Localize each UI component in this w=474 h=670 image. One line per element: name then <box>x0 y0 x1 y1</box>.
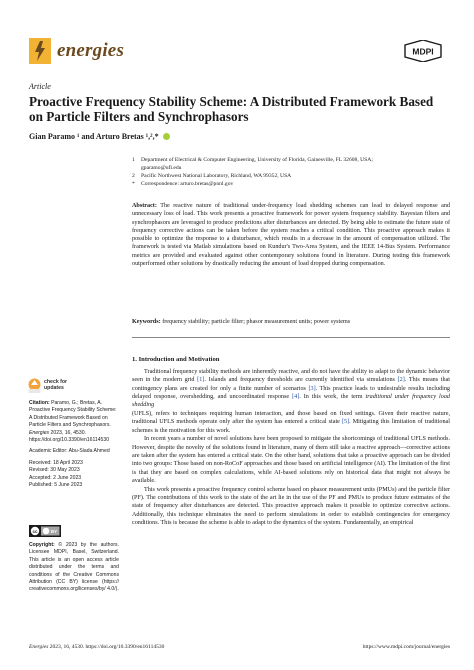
mdpi-logo-icon <box>404 40 442 62</box>
abstract-label: Abstract: <box>132 203 157 209</box>
footer-journal-link[interactable]: https://www.mdpi.com/journal/energies <box>362 644 450 650</box>
citation: Citation: Paramo, G.; Bretas, A. Proactive Frequency Stability Scheme: A Distributed Framework Based on Particle Filters and Synchrophasors. Energies 2023, 16, 4530. https://doi.org/10.3390/en16114530 <box>29 400 117 444</box>
svg-text:BY: BY <box>50 529 58 534</box>
abstract <box>132 202 450 268</box>
energies-logo-icon <box>29 38 51 64</box>
mdpi-logo-text: MDPI <box>412 46 434 57</box>
keywords-label: Keywords: <box>132 319 161 325</box>
section-heading: 1. Introduction and Motivation <box>132 356 220 363</box>
reference-link[interactable]: [4] <box>292 393 300 400</box>
published-date: Published: 5 June 2023 <box>29 482 83 489</box>
paragraph-2: (UFLS), refers to techniques requiring human interaction, and those based on fixed settings. Given their reactive nature, traditional UFLS methods operate only after the system has entered a critical state [5]. Mitigating this limitation of traditional schemes is the motivation for this work. <box>132 410 450 434</box>
svg-text:cc: cc <box>32 529 38 534</box>
article-info-sidebar <box>29 400 119 489</box>
check-for-updates-badge[interactable]: check for updates <box>28 378 67 394</box>
citation-doi-link[interactable]: 2023, 16, 4530. https://doi.org/10.3390/en16114530 <box>29 429 110 444</box>
paragraph-4: This work presents a proactive frequency control scheme based on phasor measurement units (PMUs) and the particle filter (PF). The contributions of this work to the state of the art lie in the use of the PF and PMUs to produce future estimates of the state of frequency after disturbances are detected. This proactive approach makes it possible to optimize corrective actions. Additionally, this technique eliminates the need to perform simulations in order to establish contingencies for emergency conditions. This is because the scheme is able to adapt to the dynamics of the system. Fundamentally, an empirical <box>132 486 450 526</box>
orcid-icon[interactable] <box>163 133 170 140</box>
correspondence: * Correspondence: arturo.bretas@pnnl.gov <box>132 181 234 187</box>
paragraph-3: In recent years a number of novel solutions have been proposed to mitigate the shortcomings of traditional UFLS methods. However, despite the novelty of the solutions found in literature, many of them still take a reactive approach—corrective actions are taken after the system has entered a critical state. On the other hand, solutions that take a proactive approach can be divided into two groups: Those based on non-RoCoF approaches and those based on artificial intelligence (AI). The limitation of the first is that they are based on complex calculations, while AI-based solutions rely on historical data that might not always be available. <box>132 436 450 484</box>
author-list <box>29 132 170 141</box>
keywords <box>132 318 450 326</box>
abstract-text: The reactive nature of traditional under-frequency load shedding schemes can lead to delayed response and unnecessary loss of load. This work presents a proactive framework for power system frequency stability. Bayesian filters and synchrophasors are leveraged to produce predictions after disturbances are detected. By being able to estimate the future state of frequency corrective actions can be taken before the system reaches a critical condition. This proactive approach makes it possible to optimize the response to a disturbance, which results in a decrease in the amount of compensation utilized. The framework is tested via Matlab simulations based on Kundur's Two-Area System, and the IEEE 14-Bus System. Performance metrics are provided and evaluated against other contemporary solutions found in literature. During testing this framework outperformed other solutions by drastically reducing the amount of load dropped during compensation. <box>132 203 450 268</box>
accepted-date: Accepted: 2 June 2023 <box>29 474 82 481</box>
affiliations <box>132 156 452 188</box>
journal-logo <box>29 38 124 64</box>
revised-date: Revised: 30 May 2023 <box>29 467 80 474</box>
footer-citation: Energies 2023, 16, 4530. https://doi.org/10.3390/en16114530 <box>29 644 165 650</box>
received-date: Received: 18 April 2023 <box>29 459 83 466</box>
authors-text: Gian Paramo ¹ and Arturo Bretas ¹,²,* <box>29 132 159 141</box>
author-email-link[interactable]: gparamo@ufl.edu <box>141 165 182 171</box>
affiliation-1: 1 Department of Electrical & Computer Engineering, University of Florida, Gainesville, FL 32608, USA; gparamo@ufl.edu <box>132 157 373 171</box>
article-title: Proactive Frequency Stability Scheme: A Distributed Framework Based on Particle Filters and Synchrophasors <box>29 94 434 124</box>
check-updates-icon <box>28 378 41 394</box>
copyright-notice: Copyright: © 2023 by the authors. Licensee MDPI, Basel, Switzerland. This article is an open access article distributed under the terms and conditions of the Creative Commons Attribution (CC BY) license (https:// creativecommons.org/licenses/by/ 4.0/). <box>29 542 119 593</box>
footer-doi-link[interactable]: 2023, 16, 4530. https://doi.org/10.3390/en16114530 <box>49 644 165 650</box>
academic-editor: Academic Editor: Abu-Siada Ahmed <box>29 448 110 455</box>
reference-link[interactable]: [1] <box>197 377 205 384</box>
journal-name: energies <box>57 40 125 61</box>
body-text <box>132 368 450 528</box>
reference-link[interactable]: [3] <box>308 385 316 392</box>
affiliation-2: 2 Pacific Northwest National Laboratory, Richland, WA 99352, USA <box>132 173 292 179</box>
article-type: Article <box>29 82 51 91</box>
cc-by-license-icon[interactable] <box>29 525 61 537</box>
reference-link[interactable]: [2] <box>397 377 405 384</box>
keywords-text: frequency stability; particle filter; phasor measurement units; power systems <box>162 319 351 325</box>
reference-link[interactable]: [5] <box>341 419 350 426</box>
divider <box>132 337 450 338</box>
correspondence-email-link[interactable]: Correspondence: arturo.bretas@pnnl.gov <box>141 181 234 187</box>
paragraph-1: Traditional frequency stability methods are inherently reactive, and do not have the ability to adapt to the dynamic behavior seen in the modern grid [1]. Islands and frequency thresholds are currently identified via simulations [2]. This means that contingency plans are created for only a finite number of scenarios [3]. This practice leads to undesirable results including delayed response, overshedding, and uncoordinated response [4]. In this work, the term traditional under frequency load shedding <box>132 369 451 409</box>
